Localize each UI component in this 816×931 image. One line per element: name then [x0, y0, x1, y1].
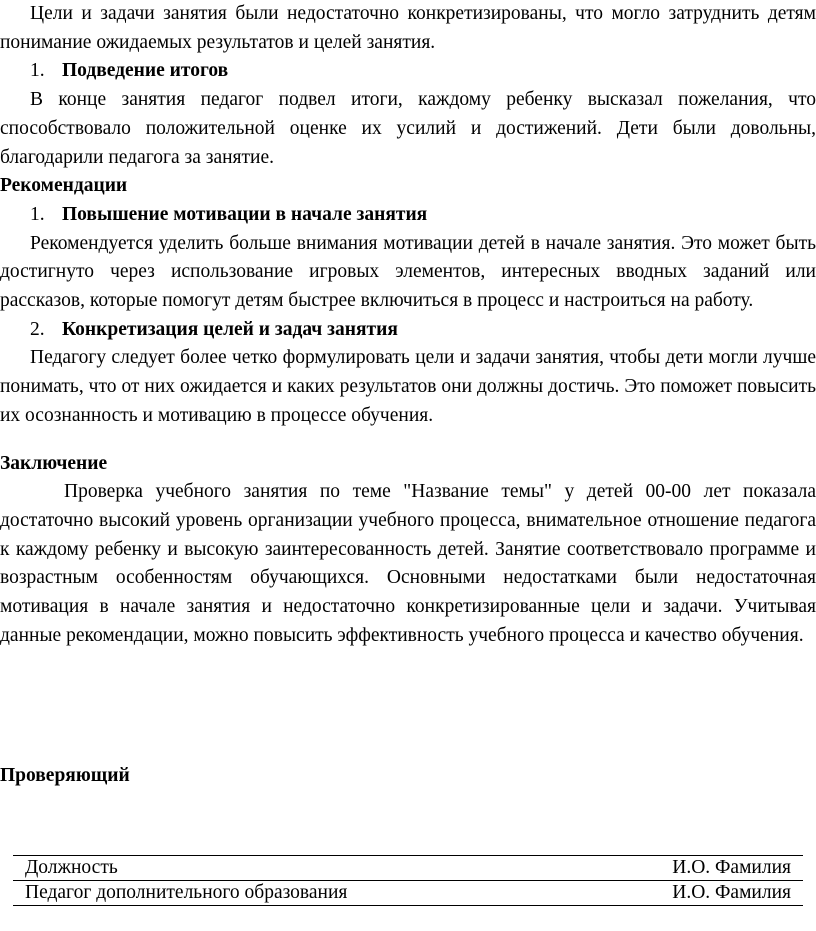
name-cell: И.О. Фамилия	[581, 856, 803, 881]
table-row	[13, 856, 803, 881]
heading-goals	[0, 316, 816, 345]
heading-title: Конкретизация целей и задач занятия	[62, 318, 398, 340]
section-heading-recommendations: Рекомендации	[0, 175, 128, 197]
heading-number: 1.	[30, 60, 45, 82]
paragraph-goals: Педагогу следует более четко формулировать цели и задачи занятия, чтобы дети могли лучше понимать, что от них ожидается и каких результатов они должны достичь. Это поможет повысить их осознанность и мотивацию в процессе обучения.	[0, 347, 816, 426]
heading-number: 1.	[30, 203, 45, 225]
heading-title: Подведение итогов	[62, 60, 229, 82]
table-row	[13, 881, 803, 906]
name-cell: И.О. Фамилия	[581, 881, 803, 906]
paragraph-summary: В конце занятия педагог подвел итоги, каждому ребенку высказал пожелания, что способствовало положительной оценке их усилий и достижений. Дети были довольны, благодарили педагога за занятие.	[0, 89, 816, 168]
heading-number: 2.	[30, 318, 45, 340]
signature-table	[13, 855, 803, 906]
heading-title: Повышение мотивации в начале занятия	[62, 203, 428, 225]
paragraph-goals-issue: Цели и задачи занятия были недостаточно конкретизированы, что могло затруднить детям понимание ожидаемых результатов и целей занятия.	[0, 3, 816, 53]
position-cell: Должность	[13, 856, 581, 881]
heading-motivation	[0, 201, 816, 230]
position-cell: Педагог дополнительного образования	[13, 881, 581, 906]
section-heading-inspector: Проверяющий	[0, 765, 130, 787]
paragraph-conclusion: Проверка учебного занятия по теме "Название темы" у детей 00-00 лет показала достаточно высокий уровень организации учебного процесса, внимательное отношение педагога к каждому ребенку и высокую заинтересованность детей. Занятие соответствовало программе и возрастным особенностям обучающихся. Основными недостатками были недостаточная мотивация в начале занятия и недостаточно конкретизированные цели и задачи. Учитывая данные рекомендации, можно повысить эффективность учебного процесса и качество обучения.	[0, 481, 816, 646]
spacer	[0, 650, 816, 762]
spacer	[0, 431, 816, 450]
paragraph-motivation: Рекомендуется уделить больше внимания мотивации детей в начале занятия. Это может быть достигнуто через использование игровых элементов, интересных вводных заданий или рассказов, которые помогут детям быстрее включиться в процесс и настроиться на работу.	[0, 232, 816, 312]
section-heading-conclusion: Заключение	[0, 452, 108, 474]
heading-summary	[0, 57, 816, 86]
